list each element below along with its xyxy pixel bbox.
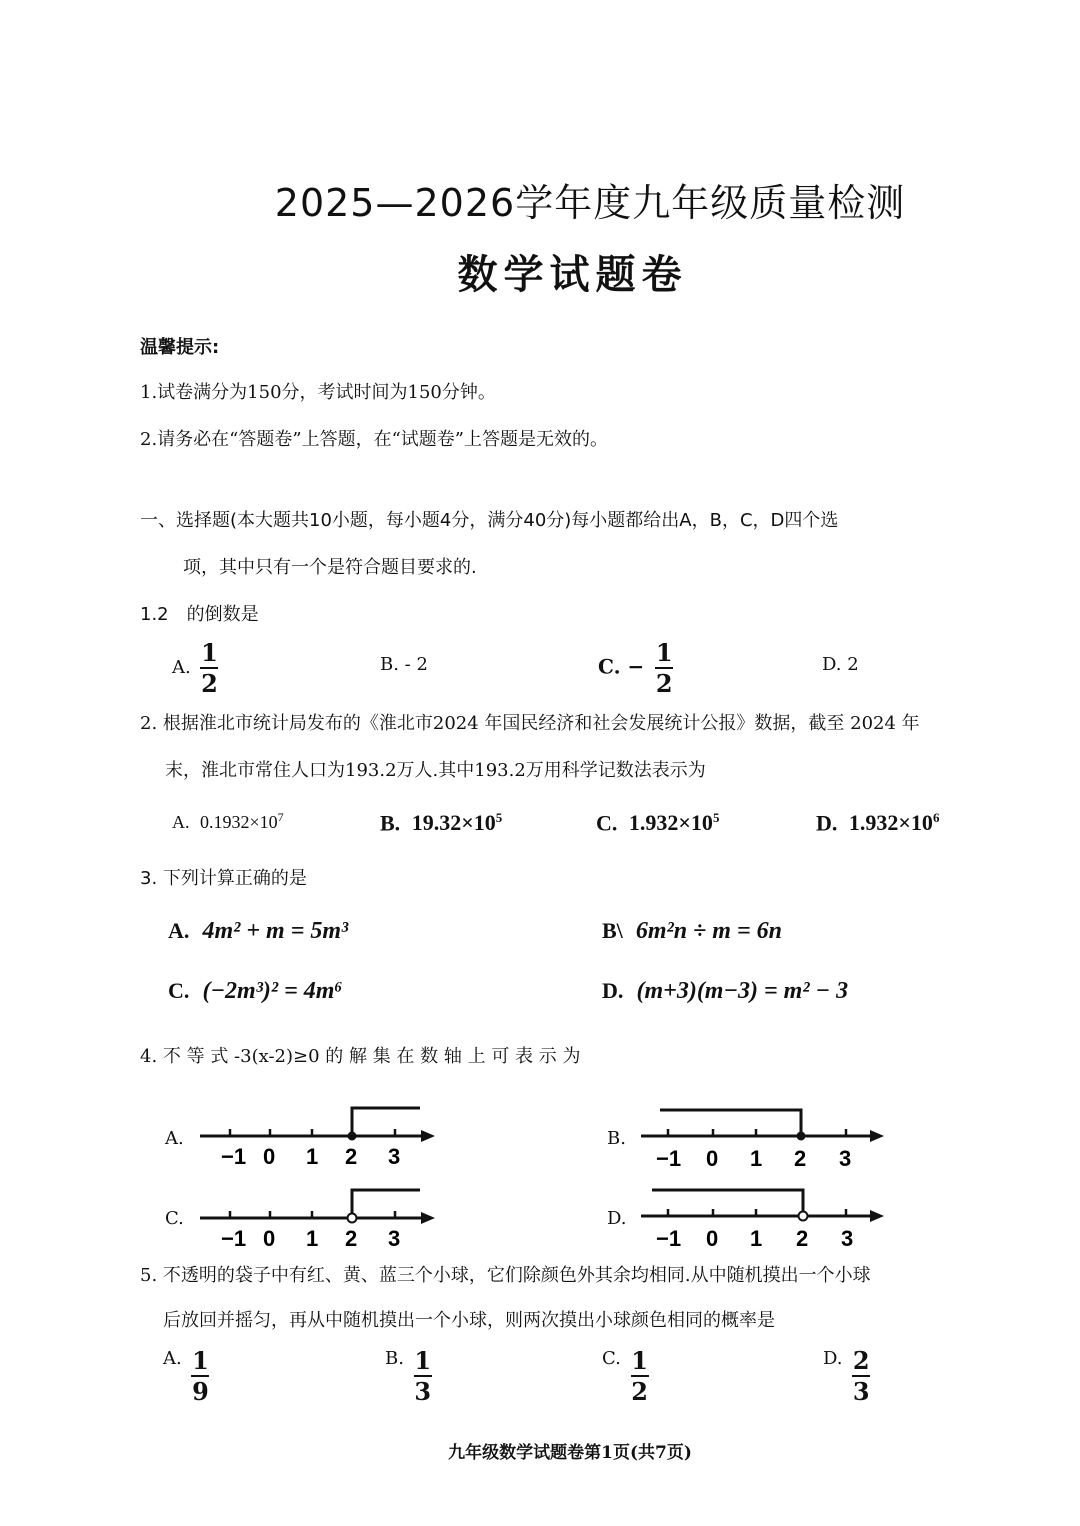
q4-option-c-label: C.	[165, 1208, 184, 1229]
tick-label: −1	[656, 1146, 682, 1171]
numerator: 1	[655, 638, 673, 667]
q4-option-d-label: D.	[607, 1208, 627, 1229]
option-label: A.	[172, 812, 190, 832]
q1-option-b: B. - 2	[380, 654, 428, 675]
option-label: C.	[168, 978, 190, 1003]
section1-instruction-line1: 一、选择题(本大题共10小题，每小题4分，满分40分)每小题都给出A，B，C，D四个选	[140, 510, 839, 531]
q2-option-b	[380, 810, 502, 836]
q1-option-a	[172, 638, 218, 699]
numerator: 2	[852, 1346, 870, 1375]
q4-option-a-number-line	[195, 1098, 445, 1173]
sci-base: 0.1932×10	[200, 812, 278, 832]
q5-stem-line1: 5. 不透明的袋子中有红、黄、蓝三个小球，它们除颜色外其余均相同.从中随机摸出一个小球	[140, 1265, 871, 1286]
sci-base: 1.932×10	[628, 810, 713, 836]
tick-label: 0	[263, 1226, 276, 1251]
q4-option-c-number-line	[195, 1180, 445, 1255]
denominator: 9	[192, 1377, 209, 1407]
q3-option-d	[602, 978, 848, 1005]
exam-title: 2025—2026学年度九年级质量检测	[274, 181, 906, 225]
tick-label: −1	[221, 1226, 247, 1251]
tick-label: 0	[706, 1226, 719, 1251]
fraction	[414, 1346, 432, 1407]
q5-option-c	[602, 1346, 649, 1407]
option-label: A.	[163, 1348, 182, 1369]
numerator: 1	[414, 1346, 432, 1375]
option-label: A.	[168, 918, 190, 943]
expression: 4m² + m = 5m³	[202, 918, 349, 944]
denominator: 2	[631, 1377, 648, 1407]
tick-label: 2	[345, 1144, 358, 1169]
tick-label: 2	[796, 1226, 809, 1251]
tick-label: 1	[750, 1146, 763, 1171]
exponent: 5	[495, 810, 503, 825]
denominator: 3	[852, 1377, 870, 1407]
denominator: 2	[655, 669, 673, 699]
numerator: 1	[631, 1346, 648, 1375]
option-label: C.	[596, 810, 618, 836]
fraction	[631, 1346, 649, 1407]
expression: (m+3)(m−3) = m² − 3	[636, 978, 849, 1004]
tick-label: 2	[345, 1226, 358, 1251]
option-label: B\	[602, 918, 623, 943]
option-label: A.	[172, 657, 191, 679]
q2-option-a	[172, 810, 284, 833]
tick-label: 0	[706, 1146, 719, 1171]
q2-option-d	[816, 810, 939, 836]
fraction	[200, 638, 218, 699]
exponent: 7	[277, 810, 284, 824]
tick-label: 1	[750, 1226, 763, 1251]
fraction	[852, 1346, 870, 1407]
tick-label: −1	[656, 1226, 682, 1251]
option-label: D.	[823, 1348, 843, 1369]
q3-option-c	[168, 978, 343, 1005]
section1-instruction-line2: 项，其中只有一个是符合题目要求的.	[183, 557, 477, 578]
q1-option-d: D. 2	[822, 654, 859, 675]
q2-stem-line1: 2. 根据淮北市统计局发布的《淮北市2024 年国民经济和社会发展统计公报》数据，截至 2024 年	[140, 713, 920, 734]
tick-label: 3	[388, 1144, 401, 1169]
q2-option-c	[596, 810, 719, 836]
fraction	[191, 1346, 209, 1407]
q5-stem-line2: 后放回并摇匀，再从中随机摸出一个小球，则两次摸出小球颜色相同的概率是	[163, 1310, 775, 1331]
q4-stem: 4. 不 等 式 -3(x-2)≥0 的 解 集 在 数 轴 上 可 表 示 为	[140, 1046, 581, 1067]
expression: 6m²n ÷ m = 6n	[635, 918, 782, 944]
q4-option-d-number-line	[636, 1178, 891, 1253]
q1-option-c	[598, 638, 673, 699]
option-label: B.	[385, 1348, 404, 1369]
exam-subtitle: 数学试题卷	[457, 251, 688, 298]
tick-label: −1	[221, 1144, 247, 1169]
tick-label: 3	[388, 1226, 401, 1251]
denominator: 2	[201, 669, 218, 699]
q2-stem-line2: 末，淮北市常住人口为193.2万人.其中193.2万用科学记数法表示为	[165, 760, 706, 781]
expression: (−2m³)² = 4m⁶	[202, 978, 343, 1004]
page-footer: 九年级数学试题卷第1页(共7页)	[448, 1443, 692, 1463]
option-label: C.	[602, 1348, 621, 1369]
q3-stem: 3. 下列计算正确的是	[140, 868, 307, 889]
q4-option-a-label: A.	[165, 1128, 184, 1149]
tick-label: 2	[794, 1146, 807, 1171]
tick-label: 1	[306, 1144, 319, 1169]
notice-item-1: 1.试卷满分为150分，考试时间为150分钟。	[140, 382, 496, 403]
q5-option-a	[163, 1346, 209, 1407]
option-label: C. −	[598, 654, 645, 679]
option-label: D.	[602, 978, 624, 1003]
notice-item-2: 2.请务必在“答题卷”上答题，在“试题卷”上答题是无效的。	[140, 429, 608, 450]
sci-base: 19.32×10	[411, 810, 496, 836]
tick-label: 0	[263, 1144, 276, 1169]
exponent: 5	[712, 810, 720, 825]
tick-label: 3	[839, 1146, 852, 1171]
notice-heading: 温馨提示:	[140, 337, 220, 358]
q4-option-b-number-line	[636, 1098, 891, 1173]
q3-option-a	[168, 918, 348, 945]
q1-stem: 1.2 的倒数是	[140, 604, 259, 625]
fraction	[655, 638, 673, 699]
option-label: B.	[380, 810, 401, 836]
q3-option-b	[602, 918, 782, 945]
exponent: 6	[932, 810, 940, 825]
q4-option-b-label: B.	[607, 1128, 626, 1149]
sci-base: 1.932×10	[848, 810, 933, 836]
numerator: 1	[201, 638, 218, 667]
tick-label: 3	[841, 1226, 854, 1251]
option-label: D.	[816, 810, 838, 836]
q5-option-b	[385, 1346, 432, 1407]
tick-label: 1	[306, 1226, 319, 1251]
q5-option-d	[823, 1346, 870, 1407]
numerator: 1	[192, 1346, 209, 1375]
denominator: 3	[414, 1377, 432, 1407]
